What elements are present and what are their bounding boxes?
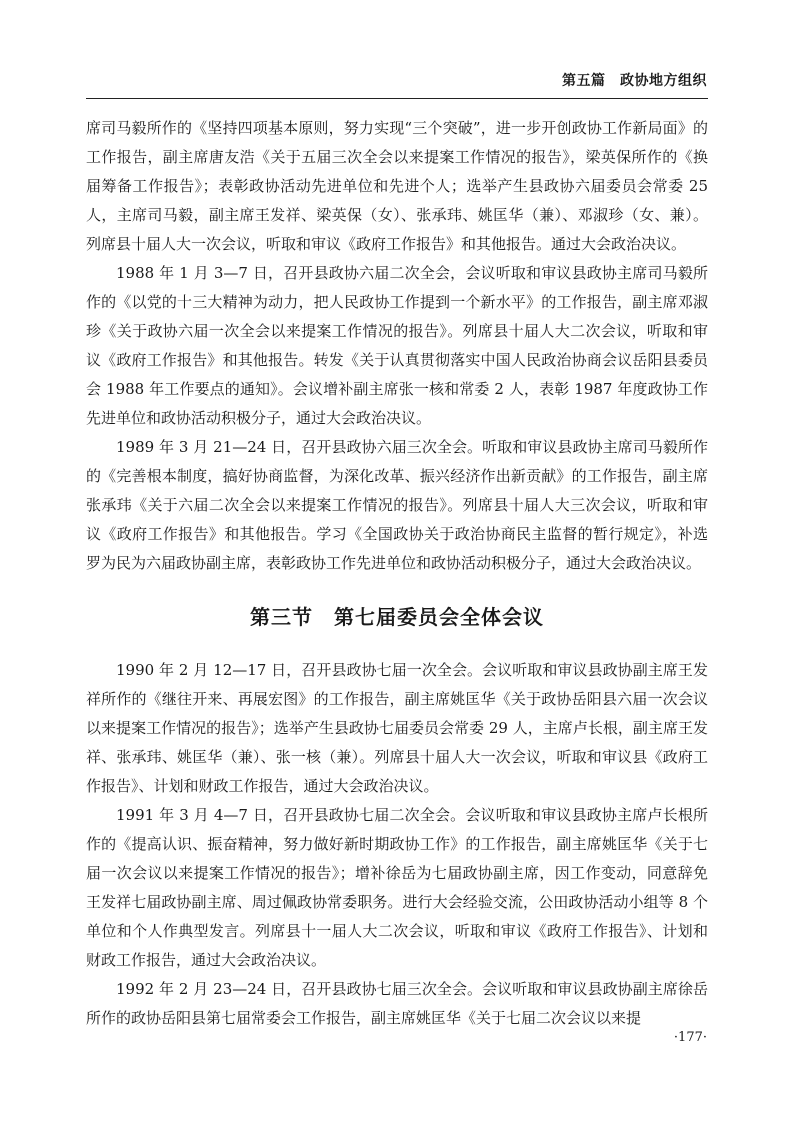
body-paragraph: 席司马毅所作的《坚持四项基本原则，努力实现“三个突破”，进一步开创政协工作新局面》的工作报告，副主席唐友浩《关于五届三次全会以来提案工作情况的报告》，梁英保所作的《换届筹备工作报告》；表彰政协活动先进单位和先进个人；选举产生县政协六届委员会常委 25 人，主席司马毅，副主席王发祥、梁英保（女）、张承玮、姚匡华（兼）、邓淑珍（女、兼）。列席县十届人大一次会议，听取和审议《政府工作报告》和其他报告。通过大会政治决议。 — [86, 119, 708, 253]
running-header: 第五篇 政协地方组织 — [562, 73, 707, 89]
section-title: 第三节 第七届委员会全体会议 — [250, 605, 544, 629]
header-divider — [86, 98, 708, 99]
body-paragraph: 1988 年 1 月 3—7 日，召开县政协六届二次全会，会议听取和审议县政协主席司马毅所作的《以党的十三大精神为动力，把人民政协工作提到一个新水平》的工作报告，副主席邓淑珍《关于政协六届一次全会以来提案工作情况的报告》。列席县十届人大二次会议，听取和审议《政府工作报告》和其他报告。转发《关于认真贯彻落实中国人民政治协商会议岳阳县委员会 1988 年工作要点的通知》。会议增补副主席张一核和常委 2 人，表彰 1987 年度政协工作先进单位和政协活动积极分子，通过大会政治决议。 — [86, 264, 708, 427]
body-paragraph: 1989 年 3 月 21—24 日，召开县政协六届三次全会。听取和审议县政协主席司马毅所作的《完善根本制度，搞好协商监督，为深化改革、振兴经济作出新贡献》的工作报告，副主席张承玮《关于六届二次全会以来提案工作情况的报告》。列席县十届人大三次会议，听取和审议《政府工作报告》和其他报告。学习《全国政协关于政治协商民主监督的暂行规定》，补选罗为民为六届政协副主席，表彰政协工作先进单位和政协活动积极分子，通过大会政治决议。 — [86, 438, 708, 572]
page-body — [86, 114, 708, 1033]
body-paragraph: 1990 年 2 月 12—17 日，召开县政协七届一次全会。会议听取和审议县政协副主席王发祥所作的《继往开来、再展宏图》的工作报告，副主席姚匡华《关于政协岳阳县六届一次会议以来提案工作情况的报告》；选举产生县政协七届委员会常委 29 人，主席卢长根，副主席王发祥、张承玮、姚匡华（兼）、张一核（兼）。列席县十届人大一次会议，听取和审议县《政府工作报告》、计划和财政工作报告，通过大会政治决议。 — [86, 661, 708, 795]
body-paragraph: 1992 年 2 月 23—24 日，召开县政协七届三次全会。会议听取和审议县政协副主席徐岳所作的政协岳阳县第七届常委会工作报告，副主席姚匡华《关于七届二次会议以来提 — [86, 980, 708, 1027]
page-number: ·177· — [673, 1030, 707, 1045]
body-paragraph: 1991 年 3 月 4—7 日，召开县政协七届二次全会。会议听取和审议县政协主席卢长根所作的《提高认识、振奋精神，努力做好新时期政协工作》的工作报告，副主席姚匡华《关于七届一次会议以来提案工作情况的报告》；增补徐岳为七届政协副主席，因工作变动，同意辞免王发祥七届政协副主席、周过佩政协常委职务。进行大会经验交流，公田政协活动小组等 8 个单位和个人作典型发言。列席县十一届人大二次会议，听取和审议《政府工作报告》、计划和财政工作报告，通过大会政治决议。 — [86, 806, 708, 969]
